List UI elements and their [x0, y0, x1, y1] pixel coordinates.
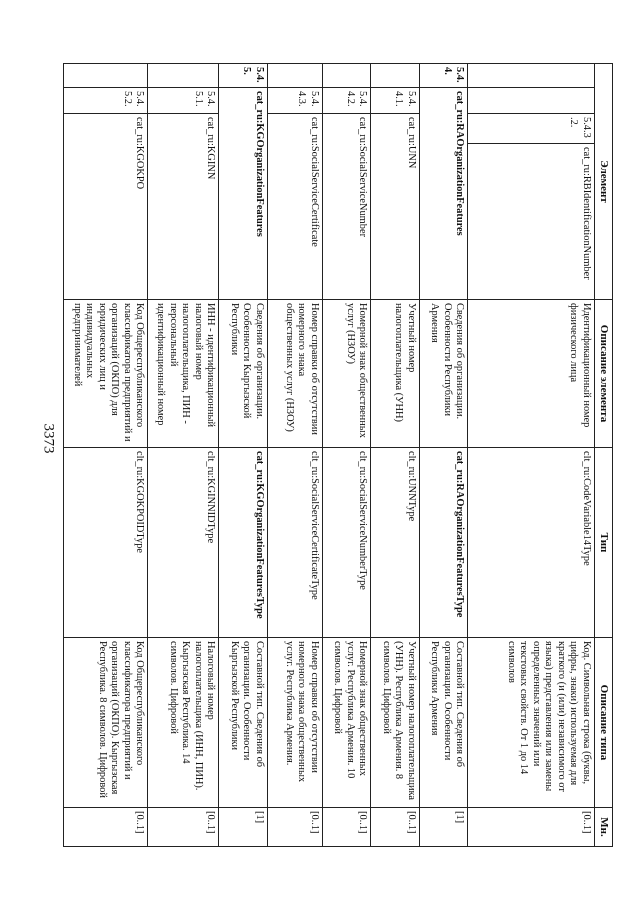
type-name: cat_ru:RAOrganizationFeaturesType — [419, 448, 468, 638]
element-description: Сведения об организации. Особенности Республики Армения — [419, 300, 468, 448]
element-description: Учетный номер налогоплательщика (УНН) — [371, 300, 420, 448]
type-name: clt_ru:SocialServiceNumberType — [322, 448, 371, 638]
row-number: 5.4.5.2. — [64, 88, 148, 114]
element-description: Номерной знак общественных услуг (НЗОУ) — [322, 300, 371, 448]
table-row — [267, 64, 322, 847]
multiplicity: [0..1] — [267, 808, 322, 847]
type-description: Номер справки об отсутствии номерного знака общественных услуг. Республика Армения. — [267, 638, 322, 808]
type-description: Составной тип. Сведения об организации. Особенности Республики Армения — [419, 638, 468, 808]
row-number: 5.4.4.1. — [371, 88, 420, 114]
element-name: cat_ru:KGINN — [148, 114, 219, 300]
element-specification-table — [63, 63, 613, 847]
type-name: clt_ru:SocialServiceCertificateType — [267, 448, 322, 638]
type-description: Налоговый номер налогоплательщика (ИНН, ПИН). Кыргызская Республика. 14 символов. Цифровой — [148, 638, 219, 808]
indent-cell — [468, 64, 595, 88]
element-description: Идентификационный номер физического лица — [468, 300, 595, 448]
indent-cell — [322, 64, 371, 88]
table-row — [468, 64, 595, 847]
type-description: Составной тип. Сведения об организации. Особенности Кыргызской Республики — [219, 638, 268, 808]
row-number: 5.4.5. — [219, 64, 268, 88]
element-name: cat_ru:KGOKPO — [64, 114, 148, 300]
element-name: cat_ru:UNN — [371, 114, 420, 300]
type-name: clt_ru:CodeVariable14Type — [468, 448, 595, 638]
header-element-description: Описание элемента — [594, 300, 612, 448]
element-description: Сведения об организации. Особенности Кыргызской Республики — [219, 300, 268, 448]
table-row — [322, 64, 371, 847]
type-description: Код. Символьная строка (буквы, цифры, знаки) используемая для краткого (и (или) независимого от языка) представления или замены определенных значений или текстовых свойств. От 1 до 14 символов — [468, 638, 595, 808]
type-description: Учетный номер налогоплательщика (УНН). Республика Армения. 8 символов. Цифровой — [371, 638, 420, 808]
multiplicity: [0..1] — [371, 808, 420, 847]
header-element: Элемент — [594, 64, 612, 300]
row-number: 5.4.4. — [419, 64, 468, 88]
multiplicity: [1] — [219, 808, 268, 847]
row-number: 5.4.4.2. — [322, 88, 371, 114]
header-type: Тип — [594, 448, 612, 638]
element-name: cat_ru:RAOrganizationFeatures — [419, 88, 468, 300]
element-name: cat_ru:SocialServiceNumber — [322, 114, 371, 300]
element-description: Код Общереспубликанского классификатора предприятий и организаций (ОКПО) для юридических лиц и индивидуальных предпринимателей — [64, 300, 148, 448]
table-row — [64, 64, 148, 847]
table-row — [219, 64, 268, 847]
multiplicity: [0..1] — [468, 808, 595, 847]
header-type-description: Описание типа — [594, 638, 612, 808]
element-description: Номер справки об отсутствии номерного знака общественных услуг (НЗОУ) — [267, 300, 322, 448]
element-name: cat_ru:KGOrganizationFeatures — [219, 88, 268, 300]
element-description: ИНН - идентификационный налоговый номер налогоплательщика, ПИН - персональный идентификационный номер — [148, 300, 219, 448]
element-name: cat_ru:SocialServiceCertificate — [267, 114, 322, 300]
table-header-row — [594, 64, 612, 847]
multiplicity: [1] — [419, 808, 468, 847]
type-name: cat_ru:KGOrganizationFeaturesType — [219, 448, 268, 638]
type-name: clt_ru:KGOKPOIDType — [64, 448, 148, 638]
table-row — [371, 64, 420, 847]
row-number: 5.4.3.2. — [468, 114, 595, 144]
type-name: clt_ru:UNNType — [371, 448, 420, 638]
type-description: Номерной знак общественных услуг. Республика Армения. 10 символов. Цифровой — [322, 638, 371, 808]
table-row — [148, 64, 219, 847]
type-name: clt_ru:KGINNIDType — [148, 448, 219, 638]
multiplicity: [0..1] — [64, 808, 148, 847]
table-row — [419, 64, 468, 847]
indent-cell — [468, 88, 595, 114]
indent-cell — [148, 64, 219, 88]
page-number: 3373 — [40, 423, 57, 454]
multiplicity: [0..1] — [148, 808, 219, 847]
row-number: 5.4.4.3. — [267, 88, 322, 114]
indent-cell — [371, 64, 420, 88]
type-description: Код Общереспубликанского классификатора предприятий и организаций (ОКПО). Кыргызская Республика. 8 символов. Цифровой — [64, 638, 148, 808]
element-name: cat_ru:RBIdentificationNumber — [468, 144, 595, 300]
row-number: 5.4.5.1. — [148, 88, 219, 114]
indent-cell — [267, 64, 322, 88]
header-multiplicity: Мн. — [594, 808, 612, 847]
indent-cell — [64, 64, 148, 88]
multiplicity: [0..1] — [322, 808, 371, 847]
